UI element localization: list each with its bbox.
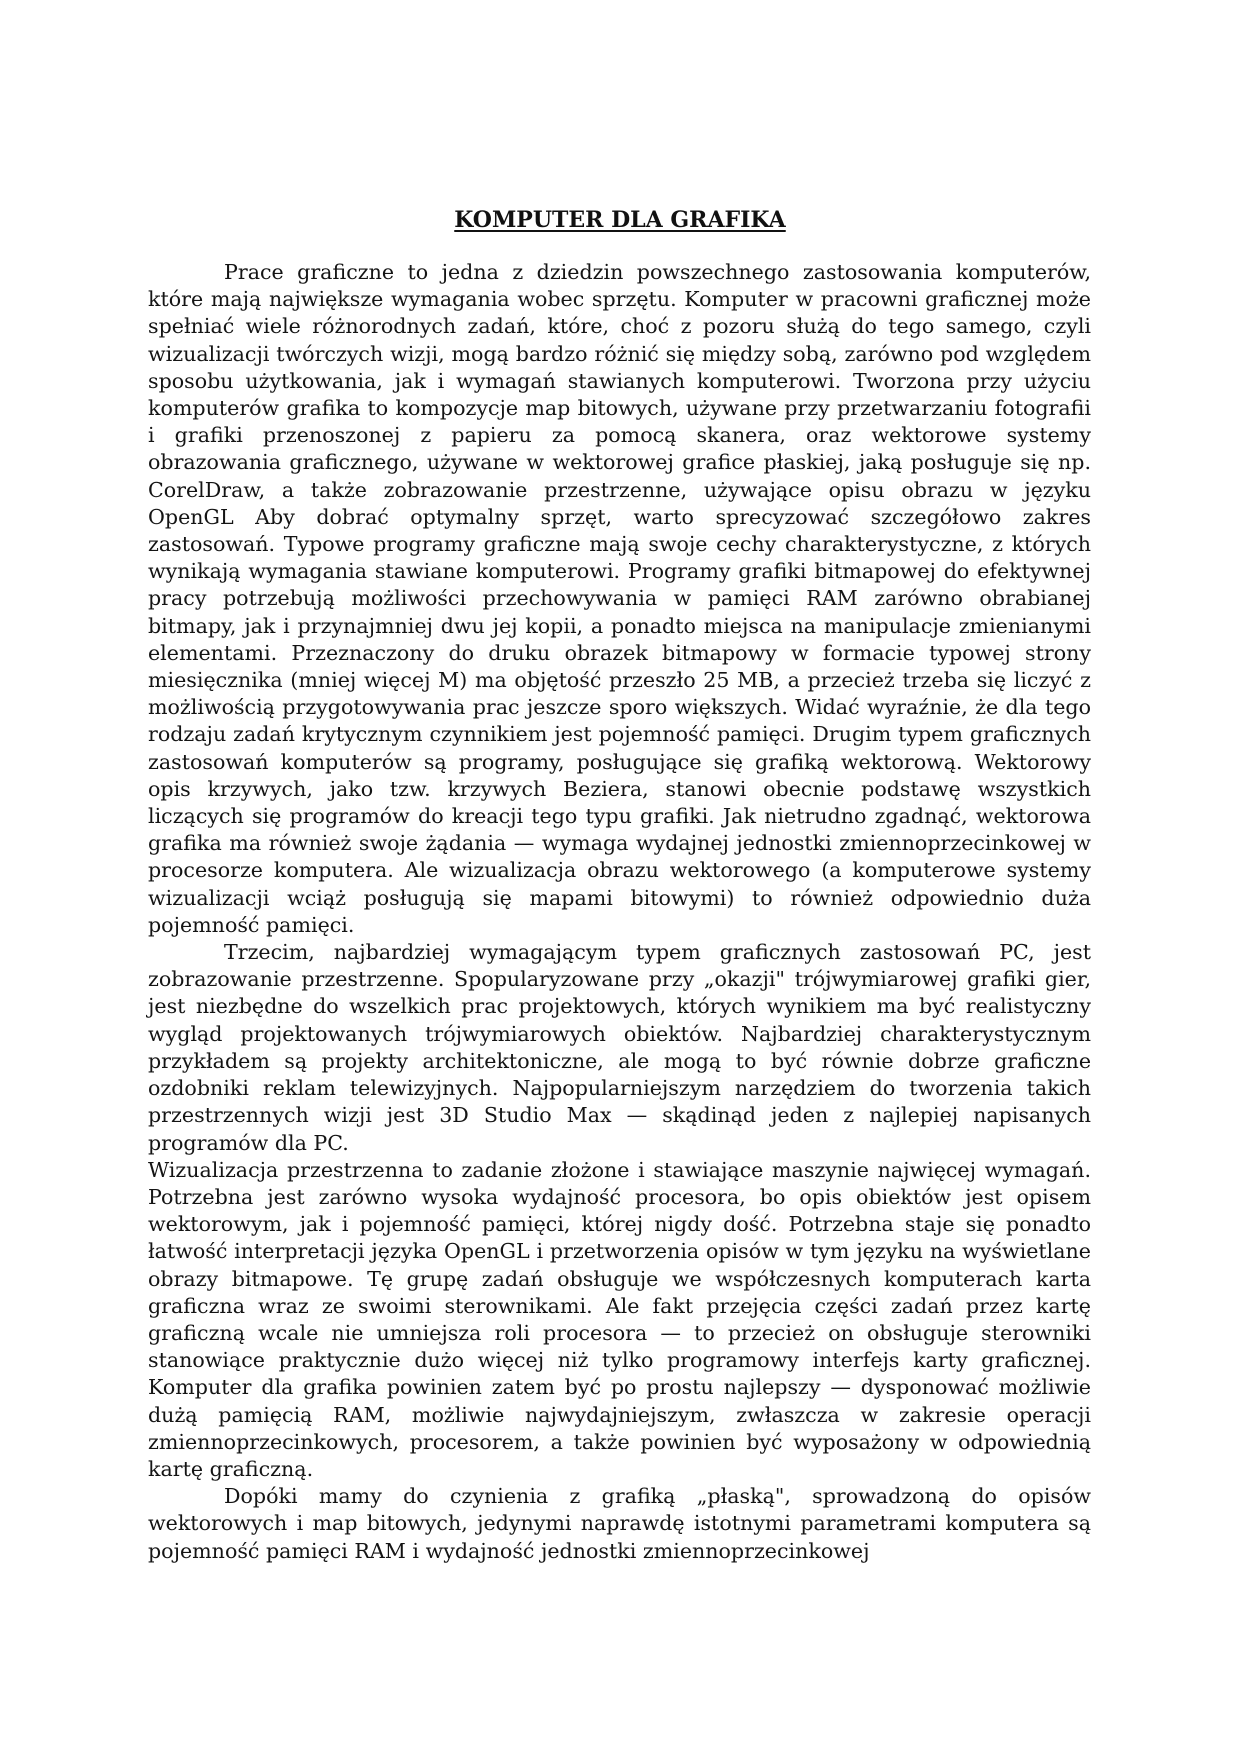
paragraph-4: Dopóki mamy do czynienia z grafiką „płaską", sprowadzoną do opisów wektorowych i map bitowych, jedynymi naprawdę istotnymi parametrami komputera są pojemność pamięci RAM i wydajność jednostki zmiennoprzecinkowej — [148, 1484, 1091, 1563]
document-title: KOMPUTER DLA GRAFIKA — [454, 207, 786, 233]
paragraph-2: Trzecim, najbardziej wymagającym typem graficznych zastosowań PC, jest zobrazowanie przestrzenne. Spopularyzowane przy „okazji" trójwymiarowej grafiki gier, jest niezbędne do wszelkich prac projektowych, których wynikiem ma być realistyczny wygląd projektowanych trójwymiarowych obiektów. Najbardziej charakterystycznym przykładem są projekty architektoniczne, ale mogą to być równie dobrze graficzne ozdobniki reklam telewizyjnych. Najpopularniejszym narzędziem do tworzenia takich przestrzennych wizji jest 3D Studio Max — skądinąd jeden z najlepiej napisanych programów dla PC. — [148, 940, 1091, 1155]
document-body — [148, 259, 1091, 1565]
paragraph-3: Wizualizacja przestrzenna to zadanie złożone i stawiające maszynie najwięcej wymagań. Potrzebna jest zarówno wysoka wydajność procesora, bo opis obiektów jest opisem wektorowym, jak i pojemność pamięci, której nigdy dość. Potrzebna staje się ponadto łatwość interpretacji języka OpenGL i przetworzenia opisów w tym języku na wyświetlane obrazy bitmapowe. Tę grupę zadań obsługuje we współczesnych komputerach karta graficzna wraz ze swoimi sterownikami. Ale fakt przejęcia części zadań przez kartę graficzną wcale nie umniejsza roli procesora — to przecież on obsługuje sterowniki stanowiące praktycznie dużo więcej niż tylko programowy interfejs karty graficznej. Komputer dla grafika powinien zatem być po prostu najlepszy — dysponować możliwie dużą pamięcią RAM, możliwie najwydajniejszym, zwłaszcza w zakresie operacji zmiennoprzecinkowych, procesorem, a także powinien być wyposażony w odpowiednią kartę graficzną. — [148, 1157, 1091, 1481]
paragraph-1: Prace graficzne to jedna z dziedzin powszechnego zastosowania komputerów, które mają największe wymagania wobec sprzętu. Komputer w pracowni graficznej może spełniać wiele różnorodnych zadań, które, choć z pozoru służą do tego samego, czyli wizualizacji twórczych wizji, mogą bardzo różnić się między sobą, zarówno pod względem sposobu użytkowania, jak i wymagań stawianych komputerowi. Tworzona przy użyciu komputerów grafika to kompozycje map bitowych, używane przy przetwarzaniu fotografii i grafiki przenoszonej z papieru za pomocą skanera, oraz wektorowe systemy obrazowania graficznego, używane w wektorowej grafice płaskiej, jaką posługuje się np. CorelDraw, a także zobrazowanie przestrzenne, używające opisu obrazu w języku OpenGL Aby dobrać optymalny sprzęt, warto sprecyzować szczegółowo zakres zastosowań. Typowe programy graficzne mają swoje cechy charakterystyczne, z których wynikają wymagania stawiane komputerowi. Programy grafiki bitmapowej do efektywnej pracy potrzebują możliwości przechowywania w pamięci RAM zarówno obrabianej bitmapy, jak i przynajmniej dwu jej kopii, a ponadto miejsca na manipulacje zmienianymi elementami. Przeznaczony do druku obrazek bitmapowy w formacie typowej strony miesięcznika (mniej więcej M) ma objętość przeszło 25 MB, a przecież trzeba się liczyć z możliwością przygotowywania prac jeszcze sporo większych. Widać wyraźnie, że dla tego rodzaju zadań krytycznym czynnikiem jest pojemność pamięci. Drugim typem graficznych zastosowań komputerów są programy, posługujące się grafiką wektorową. Wektorowy opis krzywych, jako tzw. krzywych Beziera, stanowi obecnie podstawę wszystkich liczących się programów do kreacji tego typu grafiki. Jak nietrudno zgadnąć, wektorowa grafika ma również swoje żądania — wymaga wydajnej jednostki zmiennoprzecinkowej w procesorze komputera. Ale wizualizacja obrazu wektorowego (a komputerowe systemy wizualizacji wciąż posługują się mapami bitowymi) to również odpowiednio duża pojemność pamięci. — [148, 260, 1091, 937]
